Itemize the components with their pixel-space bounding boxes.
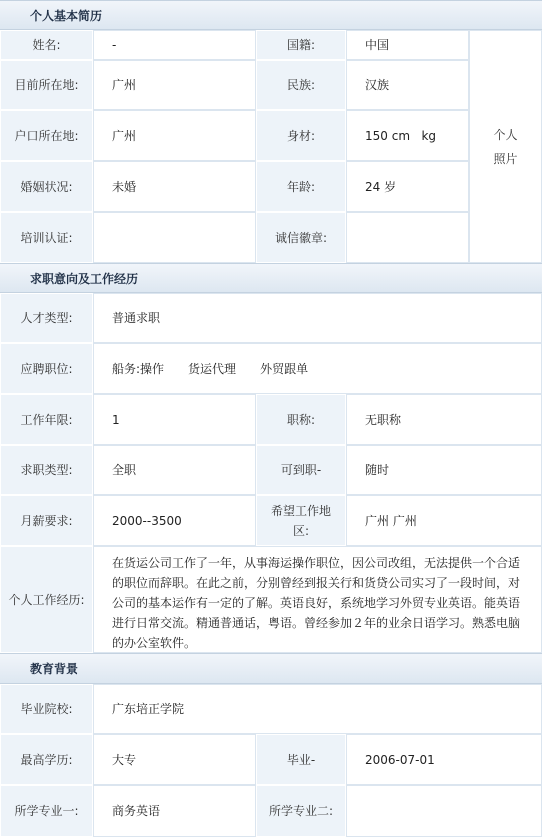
section-education-header: 教育背景 xyxy=(0,653,542,684)
row-experience xyxy=(0,546,542,653)
name-value: - xyxy=(93,30,256,60)
row-talent xyxy=(0,293,542,343)
major1-label: 所学专业一: xyxy=(0,785,93,837)
row-position xyxy=(0,343,542,394)
area-value: 广州 广州 xyxy=(346,495,542,546)
marital-value: 未婚 xyxy=(93,161,256,212)
location-value: 广州 xyxy=(93,60,256,110)
years-value: 1 xyxy=(93,394,256,445)
degree-label: 最高学历: xyxy=(0,734,93,785)
major2-label: 所学专业二: xyxy=(256,785,346,837)
salary-value: 2000--3500 xyxy=(93,495,256,546)
jobtype-label: 求职类型: xyxy=(0,445,93,495)
salary-label: 月薪要求: xyxy=(0,495,93,546)
ethnicity-label: 民族: xyxy=(256,60,346,110)
major1-value: 商务英语 xyxy=(93,785,256,837)
title-label: 职称: xyxy=(256,394,346,445)
title-value: 无职称 xyxy=(346,394,542,445)
hukou-label: 户口所在地: xyxy=(0,110,93,161)
row-cert xyxy=(0,212,542,263)
years-label: 工作年限: xyxy=(0,394,93,445)
cert-value xyxy=(93,212,256,263)
body-label: 身材: xyxy=(256,110,346,161)
age-label: 年龄: xyxy=(256,161,346,212)
nationality-label: 国籍: xyxy=(256,30,346,60)
photo-label: 个人照片 xyxy=(493,127,518,166)
row-location xyxy=(0,60,542,110)
photo-placeholder xyxy=(469,30,542,263)
name-label: 姓名: xyxy=(0,30,93,60)
position-item: 货运代理 xyxy=(188,361,237,376)
credit-value xyxy=(346,212,469,263)
row-jobtype xyxy=(0,445,542,495)
degree-value: 大专 xyxy=(93,734,256,785)
age-value: 24 岁 xyxy=(346,161,469,212)
cert-label: 培训认证: xyxy=(0,212,93,263)
location-label: 目前所在地: xyxy=(0,60,93,110)
experience-label: 个人工作经历: xyxy=(0,546,93,653)
position-item: 外贸跟单 xyxy=(260,361,309,376)
row-hukou xyxy=(0,110,542,161)
position-item: 船务:操作 xyxy=(112,361,165,376)
credit-label: 诚信徽章: xyxy=(256,212,346,263)
row-years xyxy=(0,394,542,445)
nationality-value: 中国 xyxy=(346,30,469,60)
available-label: 可到职- xyxy=(256,445,346,495)
row-school xyxy=(0,684,542,734)
position-label: 应聘职位: xyxy=(0,343,93,394)
row-salary xyxy=(0,495,542,546)
hukou-value: 广州 xyxy=(93,110,256,161)
section-intent-header: 求职意向及工作经历 xyxy=(0,263,542,293)
body-value: 150 cm kg xyxy=(346,110,469,161)
marital-label: 婚姻状况: xyxy=(0,161,93,212)
row-degree xyxy=(0,734,542,785)
row-name xyxy=(0,30,542,60)
area-label: 希望工作地区: xyxy=(256,495,346,546)
school-label: 毕业院校: xyxy=(0,684,93,734)
row-major xyxy=(0,785,542,837)
talent-label: 人才类型: xyxy=(0,293,93,343)
talent-value: 普通求职 xyxy=(93,293,542,343)
jobtype-value: 全职 xyxy=(93,445,256,495)
position-value xyxy=(93,343,542,394)
section-basic-header: 个人基本简历 xyxy=(0,0,542,30)
grad-value: 2006-07-01 xyxy=(346,734,542,785)
major2-value xyxy=(346,785,542,837)
grad-label: 毕业- xyxy=(256,734,346,785)
ethnicity-value: 汉族 xyxy=(346,60,469,110)
available-value: 随时 xyxy=(346,445,542,495)
experience-value: 在货运公司工作了一年，从事海运操作职位，因公司改组，无法提供一个合适的职位而辞职。在此之前，分别曾经到报关行和货贷公司实习了一段时间，对公司的基本运作有一定的了解。英语良好，系统地学习外贸专业英语。能英语进行日常交流。精通普通话，粤语。曾经参加２年的业余日语学习。熟悉电脑的办公室软件。 xyxy=(93,546,542,653)
row-marital xyxy=(0,161,542,212)
school-value: 广东培正学院 xyxy=(93,684,542,734)
